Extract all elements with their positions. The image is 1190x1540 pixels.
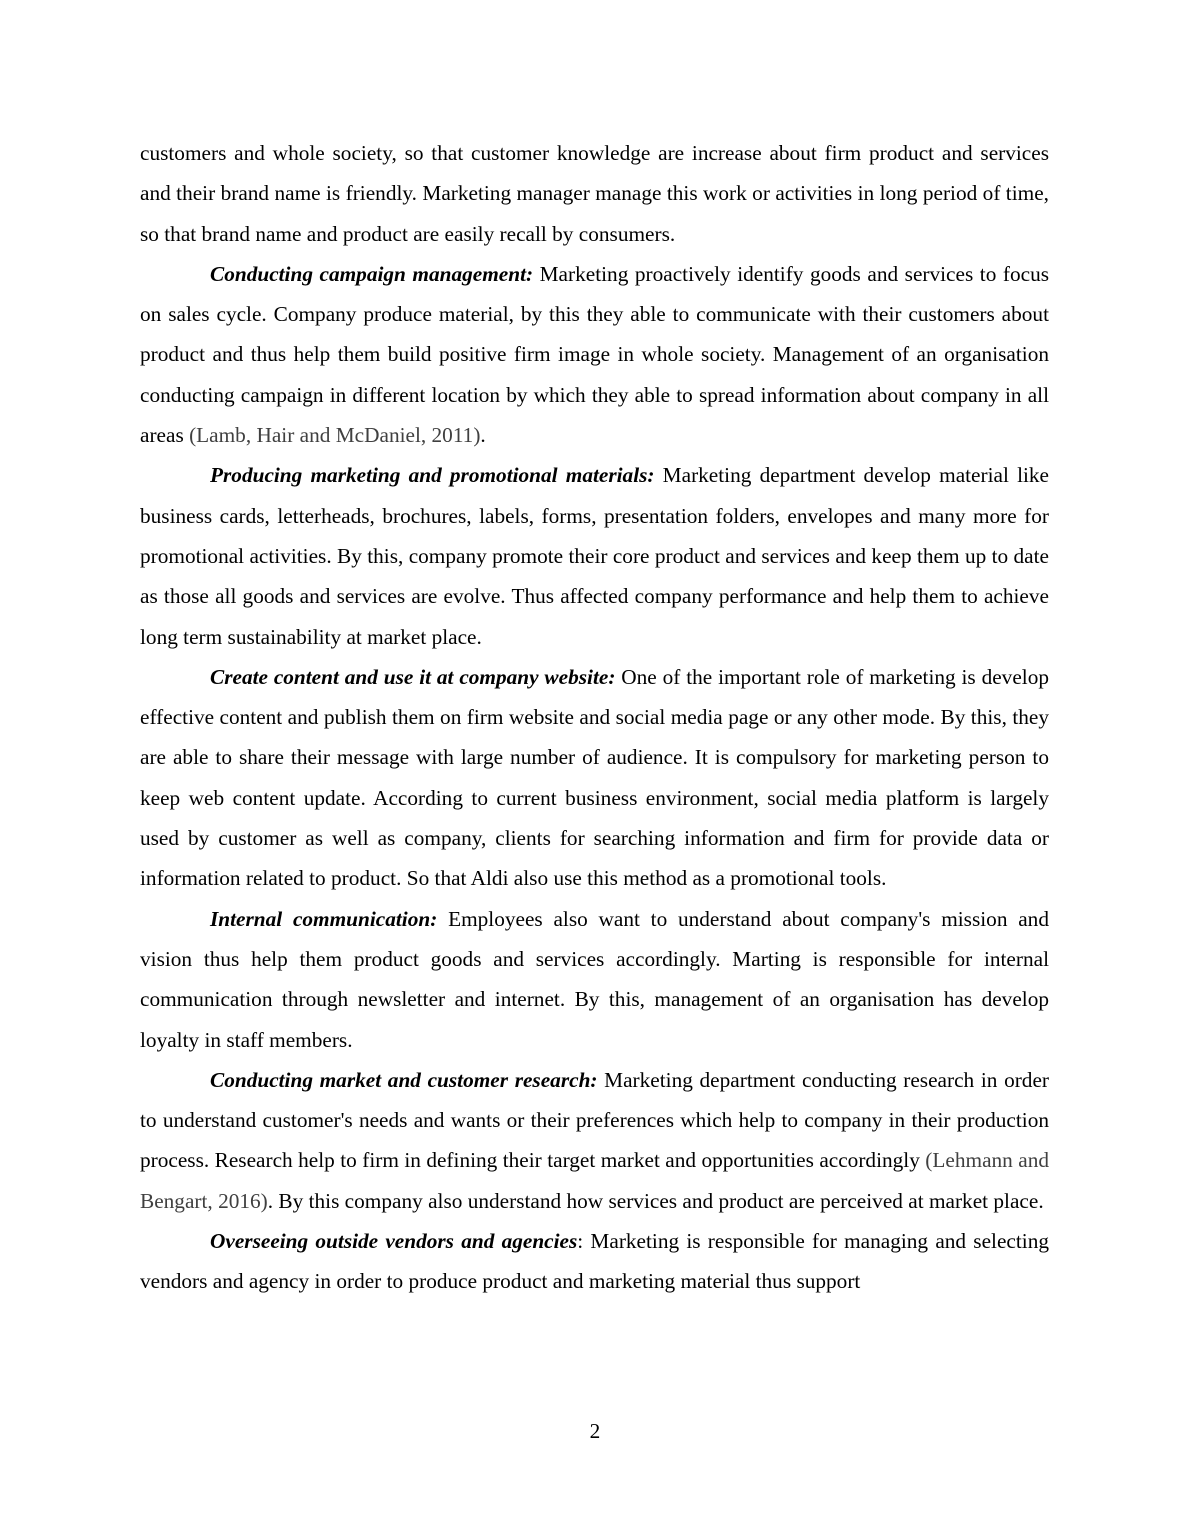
- section-heading: Producing marketing and promotional materials:: [210, 463, 655, 488]
- citation: (Lamb, Hair and McDaniel, 2011): [189, 423, 481, 448]
- paragraph-market-research: [140, 1060, 1049, 1221]
- paragraph-body: : Marketing is responsible for managing and selecting vendors and agency in order to produce product and marketing material thus support: [140, 1229, 1049, 1294]
- paragraph-body: Marketing department conducting research in order to understand customer's needs and wants or their preferences which help to company in their production process. Research help to firm in defining their target market and opportunities accordingly: [140, 1067, 1049, 1173]
- paragraph-internal-communication: [140, 899, 1049, 1060]
- paragraph-vendors-agencies: [140, 1221, 1049, 1302]
- section-heading: Internal communication:: [210, 906, 438, 931]
- paragraph-campaign-management: [140, 254, 1049, 455]
- page-number: 2: [589, 1419, 601, 1443]
- continuation-paragraph: customers and whole society, so that customer knowledge are increase about firm product and services and their brand name is friendly. Marketing manager manage this work or activities in long period of time, so that brand name and product are easily recall by consumers.: [140, 141, 1049, 246]
- section-heading: Overseeing outside vendors and agencies: [210, 1229, 578, 1254]
- paragraph-promotional-materials: [140, 455, 1049, 656]
- body-text: [140, 133, 1049, 1302]
- paragraph-body-end: . By this company also understand how services and product are perceived at market place.: [267, 1188, 1044, 1213]
- paragraph-body: Employees also want to understand about company's mission and vision thus help them product goods and services accordingly. Marting is responsible for internal communication through newsletter and internet. By this, management of an organisation has develop loyalty in staff members.: [140, 906, 1049, 1052]
- paragraph-body: Marketing department develop material like business cards, letterheads, brochures, labels, forms, presentation folders, envelopes and many more for promotional activities. By this, company promote their core product and services and keep them up to date as those all goods and services are evolve. Thus affected company performance and help them to achieve long term sustainability at market place.: [140, 463, 1049, 649]
- section-heading: Conducting market and customer research:: [210, 1067, 598, 1092]
- section-heading: Create content and use it at company website:: [210, 664, 616, 689]
- citation: (Lehmann and Bengart, 2016): [140, 1148, 1050, 1213]
- paragraph-body: Marketing proactively identify goods and services to focus on sales cycle. Company produce material, by this they able to communicate with their customers about product and thus help them build positive firm image in whole society. Management of an organisation conducting campaign in different location by which they able to spread information about company in all areas: [140, 261, 1050, 448]
- section-heading: Conducting campaign management:: [210, 261, 534, 286]
- paragraph-body-end: .: [480, 423, 486, 448]
- paragraph-website-content: [140, 657, 1049, 899]
- paragraph-body: One of the important role of marketing is develop effective content and publish them on firm website and social media page or any other mode. By this, they are able to share their message with large number of audience. It is compulsory for marketing person to keep web content update. According to current business environment, social media platform is largely used by customer as well as company, clients for searching information and firm for provide data or information related to product. So that Aldi also use this method as a promotional tools.: [140, 664, 1049, 891]
